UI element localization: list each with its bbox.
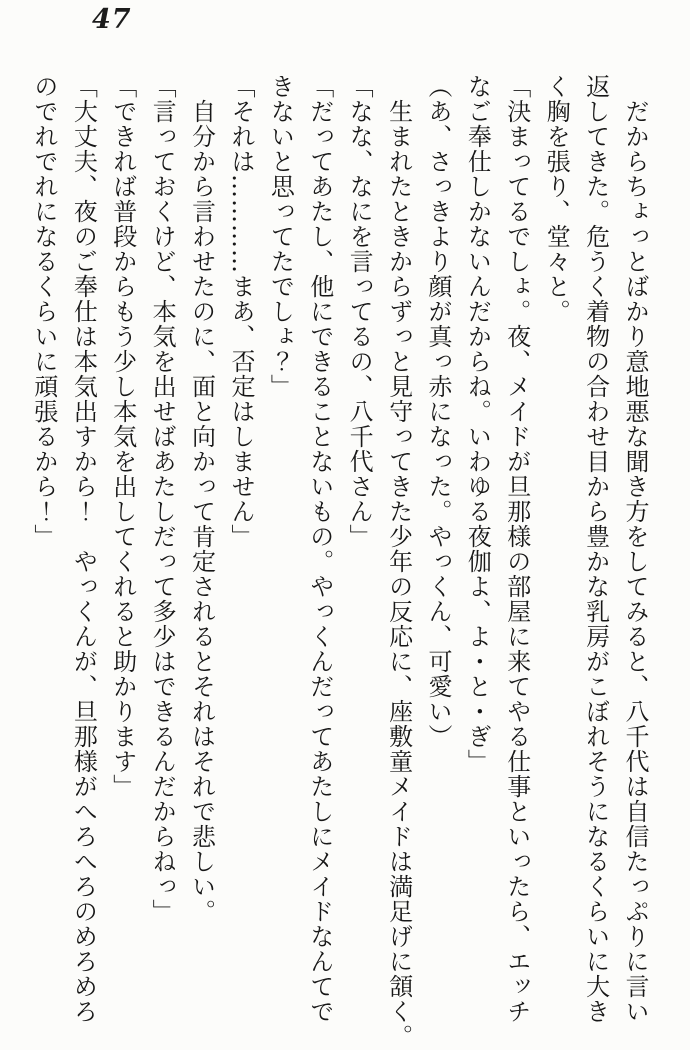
text-line: 返してきた。危うく着物の合わせ目から豊かな乳房がこぼれそうになるくらいに大き — [581, 74, 610, 1024]
text-line: きないと思ってたでしょ？」 — [266, 74, 295, 399]
text-line: だからちょっとばかり意地悪な聞き方をしてみると、八千代は自信たっぷりに言い — [621, 99, 649, 1024]
text-line: 「なな、なにを言ってるの、八千代さん」 — [345, 74, 374, 549]
text-line: のでれでれになるくらいに頑張るから！」 — [29, 74, 58, 549]
text-line: （あ、さっきより顔が真っ赤になった。やっくん、可愛い） — [423, 74, 452, 749]
text-line: 「大丈夫、夜のご奉仕は本気出すから！ やっくんが、旦那様がへろへろのめろめろ — [69, 74, 98, 1024]
text-line: 「決まってるでしょ。夜、メイドが旦那様の部屋に来てやる仕事といったら、エッチ — [502, 74, 531, 1024]
text-block — [24, 74, 655, 1049]
text-line: 「できれば普段からもう少し本気を出してくれると助かります」 — [108, 74, 137, 799]
text-line: く胸を張り、堂々と。 — [542, 74, 571, 324]
text-line: 生まれたときからずっと見守ってきた少年の反応に、座敷童メイドは満足げに頷く。 — [384, 99, 413, 1049]
text-line: 自分から言わせたのに、面と向かって肯定されるとそれはそれで悲しい。 — [187, 99, 216, 924]
page-number: 47 — [92, 4, 132, 35]
text-line: 「だってあたし、他にできることないもの。やっくんだってあたしにメイドなんてで — [305, 74, 334, 1024]
text-line: 「言っておくけど、本気を出せばあたしだって多少はできるんだからねっ」 — [148, 74, 177, 924]
text-line: 「それは…………まあ、否定はしません」 — [226, 74, 255, 549]
text-line: なご奉仕しかないんだからね。いわゆる夜伽よ、よ・と・ぎ」 — [463, 74, 492, 774]
